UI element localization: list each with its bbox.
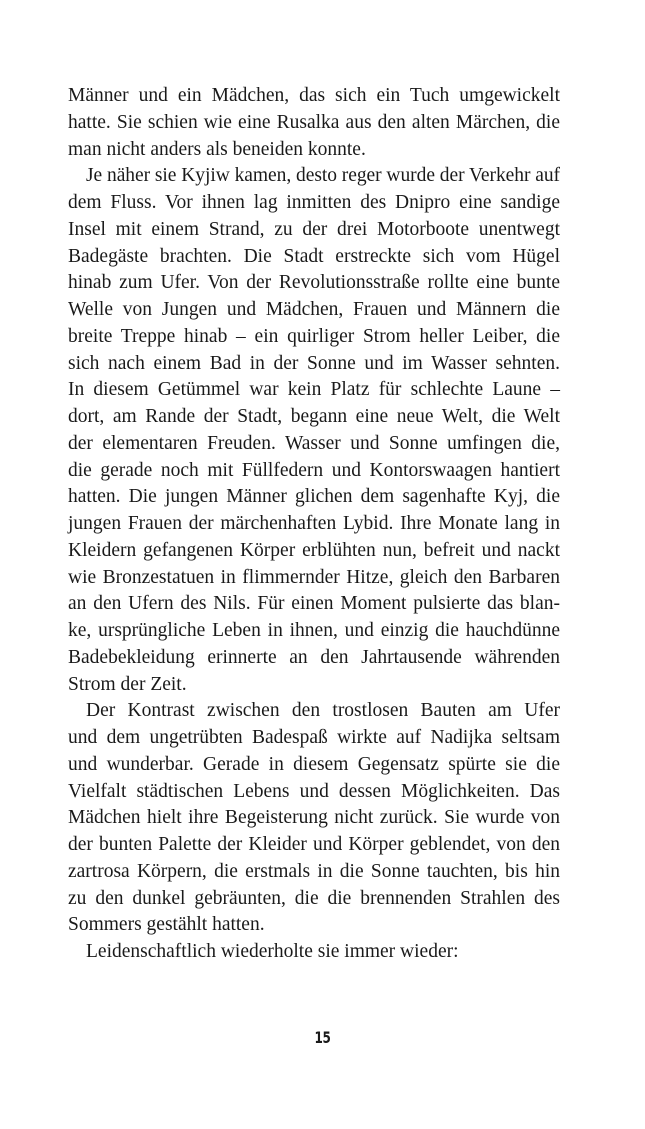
text-line: und dem ungetrübten Badespaß wirkte auf Nadijka seltsam <box>68 727 560 748</box>
text-line: Strom der Zeit. <box>68 673 187 695</box>
text-line: an den Ufern des Nils. Für einen Moment pulsierte das blan- <box>68 593 560 615</box>
text-line: der elementaren Freuden. Wasser und Sonne umfingen die, <box>68 432 560 454</box>
text-line: Sommers gestählt hatten. <box>68 914 265 936</box>
text-line: dort, am Rande der Stadt, begann eine neue Welt, die Welt <box>68 406 560 427</box>
text-line: sich nach einem Bad in der Sonne und im Wasser sehnten. <box>68 352 560 374</box>
text-line: Mädchen hielt ihre Begeisterung nicht zurück. Sie wurde von <box>68 807 560 829</box>
page-number: 15 <box>314 1028 331 1047</box>
text-line: die gerade noch mit Füllfedern und Kontorswaagen hantiert <box>68 459 560 481</box>
text-line: dem Fluss. Vor ihnen lag inmitten des Dnipro eine sandige <box>68 192 560 213</box>
text-line: zu den dunkel gebräunten, die die brennenden Strahlen des <box>68 887 560 909</box>
text-line: hinab zum Ufer. Von der Revolutionsstraße rollte eine bunte <box>68 272 560 294</box>
body-text <box>68 83 560 966</box>
text-line: ke, ursprüngliche Leben in ihnen, und einzig die hauchdünne <box>68 620 560 641</box>
text-line: Männer und ein Mädchen, das sich ein Tuch umgewickelt <box>68 85 560 106</box>
text-line: man nicht anders als beneiden konnte. <box>68 138 366 160</box>
text-line: zartrosa Körpern, die erstmals in die Sonne tauchten, bis hin <box>68 860 560 882</box>
text-line: wie Bronzestatuen in flimmernder Hitze, gleich den Barbaren <box>68 566 560 588</box>
text-line: Insel mit einem Strand, zu der drei Motorboote unentwegt <box>68 218 560 240</box>
text-line: der bunten Palette der Kleider und Körper geblendet, von den <box>68 834 560 855</box>
text-line: breite Treppe hinab – ein quirliger Strom heller Leiber, die <box>68 325 560 347</box>
text-line: In diesem Getümmel war kein Platz für schlechte Laune – <box>68 379 560 401</box>
text-line: hatten. Die jungen Männer glichen dem sagenhafte Kyj, die <box>68 486 560 508</box>
text-line: jungen Frauen der märchenhaften Lybid. Ihre Monate lang in <box>68 513 560 534</box>
text-line: und wunderbar. Gerade in diesem Gegensatz spürte sie die <box>68 753 560 775</box>
text-line: Der Kontrast zwischen den trostlosen Bauten am Ufer <box>86 700 560 722</box>
text-line: hatte. Sie schien wie eine Rusalka aus den alten Märchen, die <box>68 111 560 133</box>
text-line: Je näher sie Kyjiw kamen, desto reger wurde der Verkehr auf <box>86 165 561 187</box>
text-line: Welle von Jungen und Mädchen, Frauen und Männern die <box>68 299 560 320</box>
text-line: Badegäste brachten. Die Stadt erstreckte sich vom Hügel <box>68 245 560 267</box>
text-line: Leidenschaftlich wiederholte sie immer wieder: <box>86 941 459 962</box>
text-line: Vielfalt städtischen Lebens und dessen Möglichkeiten. Das <box>68 780 560 802</box>
text-line: Badebekleidung erinnerte an den Jahrtausende währenden <box>68 646 560 668</box>
text-line: Kleidern gefangenen Körper erblühten nun, befreit und nackt <box>68 539 560 561</box>
